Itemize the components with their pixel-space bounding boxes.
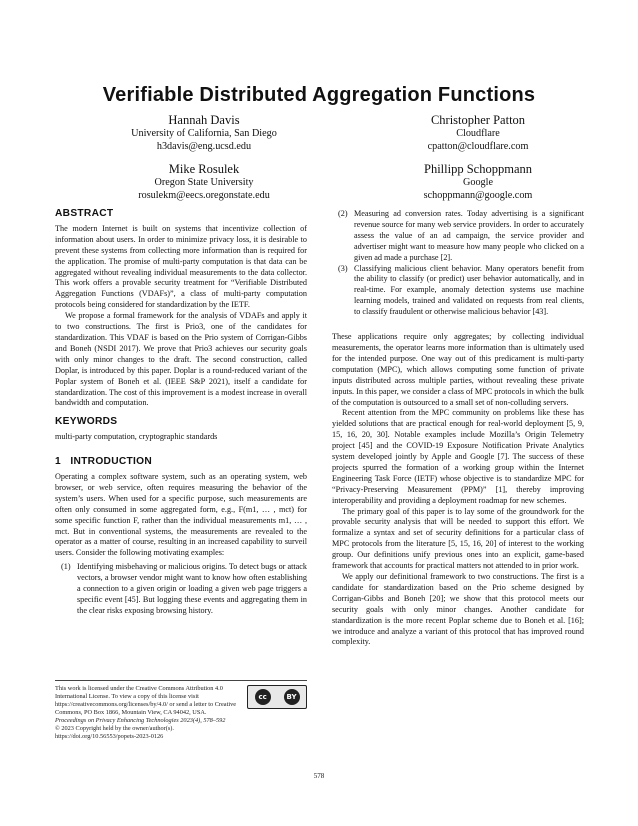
cc-by-logo-icon	[247, 685, 307, 709]
proceedings-line: Proceedings on Privacy Enhancing Technologies 2023(4), 578–592	[55, 717, 226, 724]
license-footnote	[55, 680, 307, 741]
author-2	[358, 113, 598, 153]
author-3	[84, 162, 324, 202]
attribution-icon: BY	[284, 689, 300, 705]
license-text: This work is licensed under the Creative Commons Attribution 4.0 International License. To view a copy of this license visit https://creativecommons.org/licenses/by/4.0/ or send a letter to Creative Commons, PO Box 1866, Mountain View, CA 94042, USA.	[55, 685, 237, 716]
author-name: Christopher Patton	[430, 113, 526, 127]
author-email: h3davis@eng.ucsd.edu	[156, 140, 252, 152]
list-number: (1)	[61, 562, 71, 572]
intro-paragraph-4: The primary goal of this paper is to lay some of the groundwork for the provable security analysis that will be needed to support this effort. We formalize a syntax and set of security definitions for a particular class of MPC protocols from the literature [5, 15, 16, 20] of interest to the working group. Our definitions unify previous ones into an explicit, game-based framework that accounts for practical matters not attended to in prior work.	[332, 506, 584, 571]
list-number: (2)	[338, 209, 348, 218]
author-name: Hannah Davis	[168, 113, 240, 127]
author-name: Mike Rosulek	[168, 162, 240, 176]
list-number: (3)	[338, 263, 348, 273]
author-4	[358, 162, 598, 202]
author-affiliation: Cloudflare	[456, 128, 500, 139]
intro-paragraph-1: Operating a complex software system, such as an operating system, web browser, or web service, often requires measuring the behavior of the system’s users. When used for a specific purpose, such measurements are often only consumed in some aggregated form, e.g., F(m1, … , mct) for some specific function F, rather than the individual measurements m1, … , mct. But in conventional systems, the measurements are revealed to the operator as a matter of course, resulting in an increased capability to surveil users. Consider the following motivating examples:	[55, 472, 307, 558]
doi-link[interactable]: https://doi.org/10.56553/popets-2023-0126	[55, 733, 164, 740]
author-email: schoppmann@google.com	[423, 189, 533, 201]
list-item-text: Identifying misbehaving or malicious origins. To detect bugs or attack vectors, a browser vendor might want to know how often establishing a connection to a given origin or loading a given web page triggers a specific event [45]. But logging these events and aggregating them in the clear risks exposing browsing history.	[77, 562, 307, 615]
page-number: 578	[313, 772, 325, 780]
abstract-paragraph-2: We propose a formal framework for the analysis of VDAFs and apply it to two constructions. The first is Prio3, one of the candidates for standardization. This VDAF is based on the Prio system of Corrigan-Gibbs and Boneh (NSDI 2017). We prove that Prio3 achieves our security goals with only minor changes to the draft. The second construction, called Doplar, is introduced by this paper. Doplar is a round-reduced variant of the Poplar system of Boneh et al. (IEEE S&P 2021), itself a candidate for standardization. The cost of this improvement is a modest increase in overall bandwidth and computation.	[55, 311, 307, 408]
list-item-text: Classifying malicious client behavior. Many operators benefit from the ability to classify (or predict) user behavior automatically, and in real-time. For example, anomaly detection systems use machine learning models, trained and validated on requests from real clients, to classify fraudulent or otherwise malicious behavior [43].	[354, 263, 584, 317]
keywords-text: multi-party computation, cryptographic standards	[55, 432, 218, 442]
intro-paragraph-2: These applications require only aggregates; by collecting individual measurements, the operator learns more information than is ultimately used for the intended purpose. One way out of this predicament is multi-party computation (MPC), which allows computing some function of private inputs distributed across multiple parties, without revealing these private inputs. In this paper, we consider a class of MPC protocols in which the bulk of the computation is outsourced to a small set of non-colluding servers.	[332, 332, 584, 407]
copyright-line: © 2023 Copyright held by the owner/author(s).	[55, 725, 174, 732]
keywords-heading: KEYWORDS	[55, 416, 118, 428]
author-1	[84, 113, 324, 153]
introduction-heading: 1 INTRODUCTION	[55, 456, 153, 468]
author-name: Phillipp Schoppmann	[424, 162, 532, 176]
abstract-paragraph-1: The modern Internet is built on systems that incentivize collection of information about users. In order to minimize privacy loss, it is desirable to prevent these systems from collecting more information than is required for the application. The promise of multi-party computation is that data can be aggregated without revealing individual measurements to the data collector. This work offers a provable security treatment for “Verifiable Distributed Aggregation Functions (VDAFs)”, a class of multi-party computation protocols being considered for standardization by the IETF.	[55, 223, 307, 310]
author-affiliation: Oregon State University	[154, 177, 254, 188]
author-email: cpatton@cloudflare.com	[427, 140, 529, 152]
paper-title: Verifiable Distributed Aggregation Functions	[102, 84, 536, 106]
author-email: rosulekm@eecs.oregonstate.edu	[138, 189, 270, 201]
list-item-2	[332, 209, 584, 264]
intro-paragraph-5: We apply our definitional framework to two constructions. The first is a candidate for standardization based on the Prio scheme designed by Corrigan-Gibbs and Boneh [20]; we show that this protocol meets our security goals with only minor changes. Another candidate for standardization is the more recent Poplar scheme due to Boneh et al. [16]; we introduce and analyze a variant of this protocol that has improved round complexity.	[332, 572, 584, 647]
intro-paragraph-3: Recent attention from the MPC community on problems like these has yielded solutions that are practical enough for real-world deployment [5, 9, 15, 16, 20, 30]. Notable examples include Mozilla’s Origin Telemetry project [45] and the COVID-19 Exposure Notification Private Analytics system developed jointly by Apple and Google [7]. The success of these projects spurred the formation of a working group within the Internet Engineering Task Force (IETF) whose objective is to standardize MPC for “Privacy-Preserving Measurement (PPM)” [1], thereby improving interoperability and providing a deployment roadmap for new schemes.	[332, 408, 584, 505]
list-item-text: Measuring ad conversion rates. Today advertising is a significant revenue source for many web service providers. In order to accurately assess the value of an ad campaign, the service provider and advertiser might want to measure how many people who clicked on a given ad made a purchase [2].	[354, 209, 584, 262]
list-item-3	[332, 264, 584, 319]
left-column	[55, 209, 307, 617]
author-affiliation: University of California, San Diego	[131, 128, 277, 139]
abstract-heading: ABSTRACT	[55, 208, 114, 219]
list-item-1	[55, 562, 307, 617]
cc-icon: cc	[255, 689, 271, 705]
right-column	[332, 209, 584, 648]
author-affiliation: Google	[463, 177, 493, 188]
